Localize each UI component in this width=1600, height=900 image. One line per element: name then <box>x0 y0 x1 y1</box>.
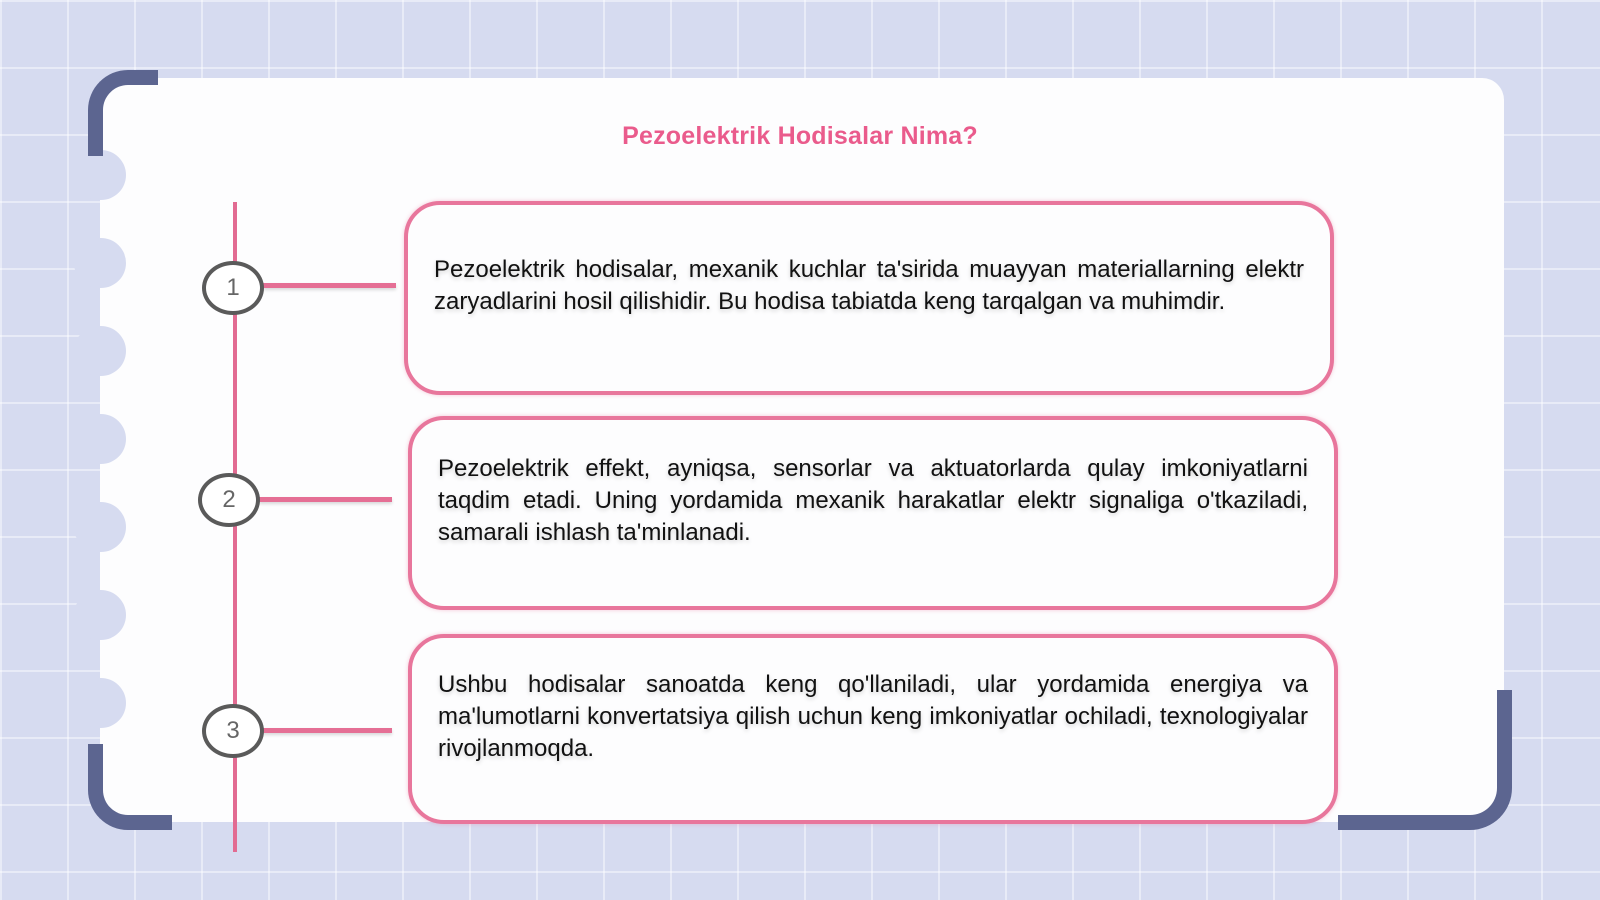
frame-corner-bottom-left <box>88 744 172 830</box>
timeline-connector <box>259 497 392 502</box>
paper-notch <box>74 326 126 376</box>
paper-notch <box>74 502 126 552</box>
timeline-connector <box>262 728 392 733</box>
step-number-2: 2 <box>198 473 260 527</box>
step-card-text: Ushbu hodisalar sanoatda keng qo'llaniladi, ular yordamida energiya va ma'lumotlarni konvertatsiya qilish uchun keng imkoniyatlar ochiladi, texnologiyalar rivojlanmoqda. <box>438 671 1308 762</box>
step-card-text: Pezoelektrik hodisalar, mexanik kuchlar ta'sirida muayyan materiallarning elektr zaryadlarini hosil qilishidir. Bu hodisa tabiatda keng tarqalgan va muhimdir. <box>434 256 1304 315</box>
slide-title: Pezoelektrik Hodisalar Nima? <box>622 122 978 150</box>
step-card-3 <box>408 634 1338 824</box>
step-number-1: 1 <box>202 261 264 315</box>
step-number-3: 3 <box>202 704 264 758</box>
paper-notch <box>74 238 126 288</box>
paper-notch <box>74 150 126 200</box>
step-card-text: Pezoelektrik effekt, ayniqsa, sensorlar va aktuatorlarda qulay imkoniyatlarni taqdim etadi. Uning yordamida mexanik harakatlar elektr signaliga o'tkaziladi, samarali ishlash ta'minlanadi. <box>438 455 1308 546</box>
step-card-2 <box>408 416 1338 610</box>
step-card-1 <box>404 201 1334 395</box>
paper-notch <box>74 414 126 464</box>
frame-corner-bottom-right <box>1338 690 1512 830</box>
timeline-connector <box>263 283 396 288</box>
paper-notch <box>74 678 126 728</box>
paper-notch <box>74 590 126 640</box>
